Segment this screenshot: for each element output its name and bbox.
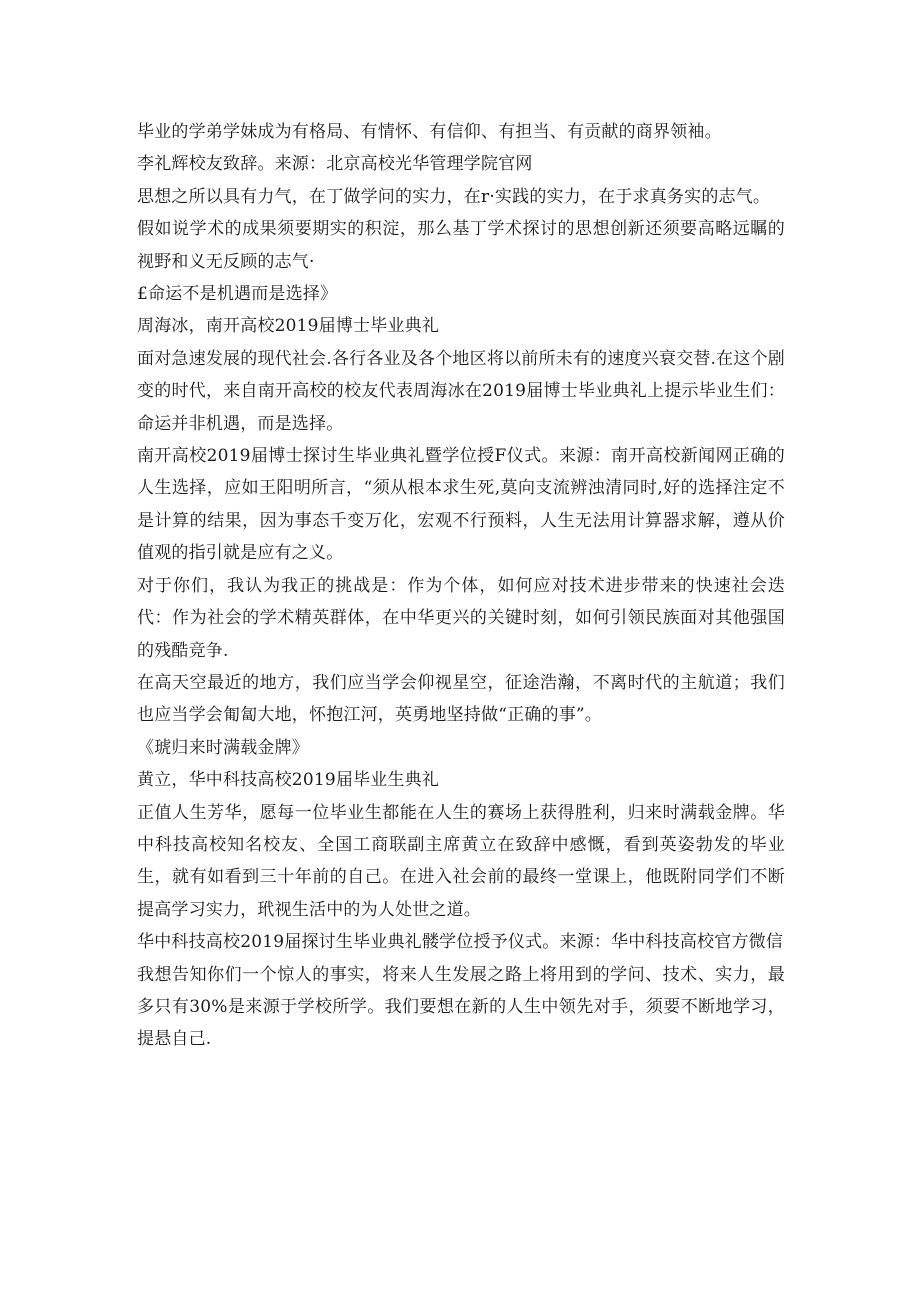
- speaker-line: 周海冰，南开高校2019届博士毕业典礼: [137, 316, 440, 337]
- paragraph: 毕业的学弟学妹成为有格局、有情怀、有信仰、有担当、有贡献的商界领袖。: [137, 122, 722, 142]
- paragraph: 思想之所以具有力气，在丁做学问的实力，在r·实践的实力，在于求真务实的志气。: [137, 186, 771, 207]
- paragraph: 在高天空最近的地方，我们应当学会仰视星空，征途浩瀚，不离时代的主航道；我们也应当学会匍匐大地，怀抱江河，英勇地坚持做“正确的事”。: [137, 672, 785, 726]
- paragraph: 我想告知你们一个惊人的事实，将来人生发展之路上将用到的学问、技术、实力，最多只有30%是来源于学校所学。我们要想在新的人生中领先对手，须要不断地学习，提悬自己.: [137, 964, 785, 1050]
- paragraph: 对于你们，我认为我正的挑战是：作为个体，如何应对技术进步带来的快速社会迭代：作为社会的学术精英群体，在中华更兴的关键时刻，如何引领民族面对其他强国的残酷竞争.: [137, 575, 785, 661]
- speaker-line: 黄立，华中科技高校2019届毕业生典礼: [137, 770, 440, 791]
- section-title: £命运不是机遇而是选择》: [137, 284, 338, 305]
- paragraph: 南开高校2019届博士探讨生毕业典礼暨学位授F仪式。来源：南开高校新闻网正确的人生选择，应如王阳明所言，“须从根本求生死,莫向支流辨浊清同时,好的选择注定不是计算的结果，因为事态千变万化，宏观不行预料，人生无法用计算器求解，遵从价值观的指引就是应有之义。: [137, 446, 785, 564]
- paragraph: 正值人生芳华，愿每一位毕业生都能在人生的赛场上获得胜利，归来时满载金牌。华中科技高校知名校友、全国工商联副主席黄立在致辞中感慨，看到英姿勃发的毕业生，就有如看到三十年前的自己。在进入社会前的最终一堂课上，他既附同学们不断提高学习实力，玳视生活中的为人处世之道。: [137, 802, 785, 920]
- paragraph: 面对急速发展的现代社会.各行各业及各个地区将以前所未有的速度兴衰交替.在这个剧变的时代，来自南开高校的校友代表周海冰在2019届博士毕业典礼上提示毕业生们：命运并非机遇，而是选择。: [137, 348, 785, 434]
- section-title: 《琥归来时满载金牌》: [137, 737, 309, 758]
- source-line: 华中科技高校2019届探讨生毕业典礼髅学位授予仪式。来源：华中科技高校官方微信: [137, 932, 784, 953]
- document-body: [137, 116, 785, 1056]
- paragraph: 李礼辉校友致辞。来源：北京高校光华管理学院官网: [137, 154, 533, 175]
- paragraph: 假如说学术的成果须要期实的积淀，那么基丁学术探讨的思想创新还须要高略远瞩的视野和义无反顾的志气·: [137, 219, 785, 272]
